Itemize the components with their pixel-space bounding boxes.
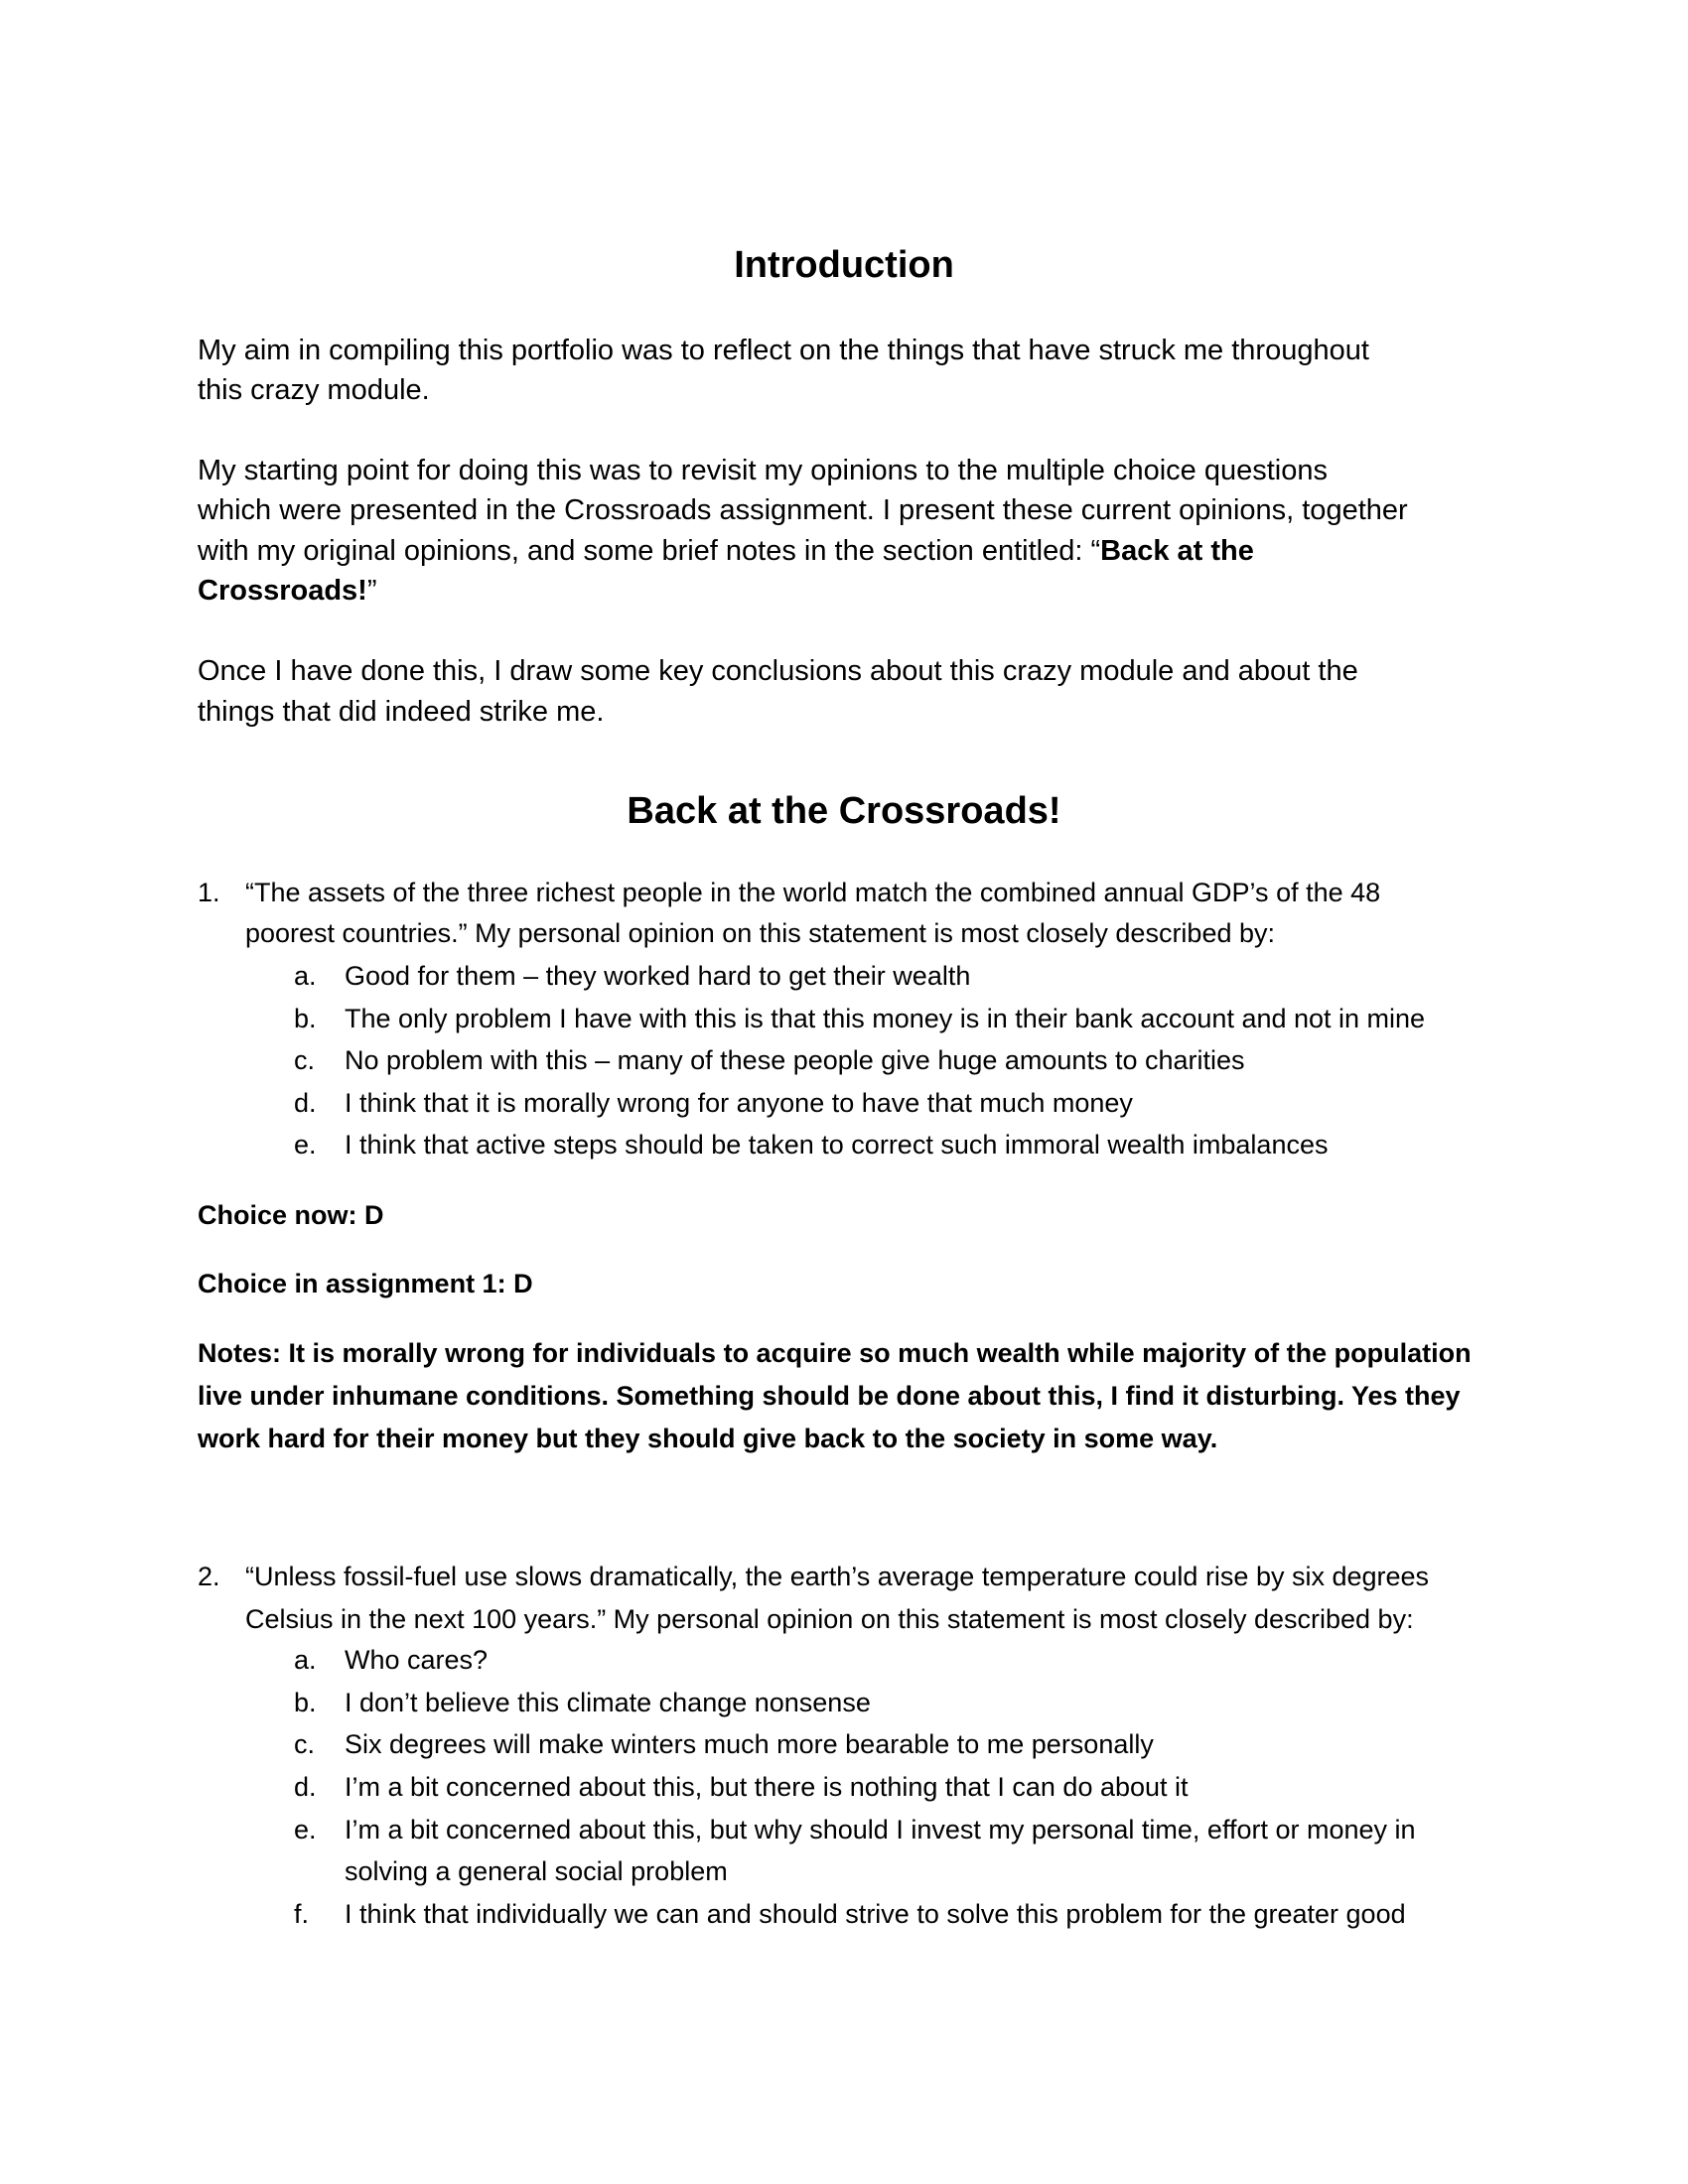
question-text-line: “The assets of the three richest people in the world match the combined annual GDP’s of the 48	[245, 878, 1381, 907]
option-letter: c.	[294, 1729, 316, 1759]
choice-in-assignment: Choice in assignment 1: D	[198, 1269, 533, 1298]
option-letter: e.	[294, 1130, 317, 1160]
option-text: The only problem I have with this is that this money is in their bank account and not in mine	[345, 1004, 1426, 1033]
option-text: Good for them – they worked hard to get their wealth	[345, 961, 971, 991]
option-letter: e.	[294, 1815, 317, 1844]
question-text-line: “Unless fossil-fuel use slows dramatically, the earth’s average temperature could rise by six degrees	[245, 1562, 1430, 1591]
intro-paragraph-2-line: My starting point for doing this was to revisit my opinions to the multiple choice questions	[198, 455, 1328, 486]
text: with my original opinions, and some brief notes in the section entitled: “	[198, 535, 1101, 567]
intro-paragraph-3-line: Once I have done this, I draw some key conclusions about this crazy module and about the	[198, 655, 1358, 687]
heading-back-at-crossroads: Back at the Crossroads!	[627, 790, 1061, 832]
choice-now: Choice now: D	[198, 1200, 384, 1230]
option-text: I don’t believe this climate change nonsense	[345, 1688, 871, 1717]
option-letter: b.	[294, 1688, 317, 1717]
intro-paragraph-2-line: which were presented in the Crossroads assignment. I present these current opinions, together	[198, 494, 1408, 526]
question-number: 1.	[198, 878, 220, 907]
notes-line: Notes: It is morally wrong for individuals to acquire so much wealth while majority of the population	[198, 1338, 1472, 1368]
option-text: I think that individually we can and should strive to solve this problem for the greater good	[345, 1899, 1406, 1929]
intro-paragraph-1-line: this crazy module.	[198, 374, 430, 406]
option-text: Who cares?	[345, 1645, 489, 1675]
option-letter: a.	[294, 961, 317, 991]
option-letter: f.	[294, 1899, 310, 1929]
option-letter: a.	[294, 1645, 317, 1675]
intro-paragraph-3-line: things that did indeed strike me.	[198, 696, 605, 728]
option-text: No problem with this – many of these people give huge amounts to charities	[345, 1045, 1245, 1075]
intro-paragraph-2-line	[198, 571, 377, 611]
question-text-line: Celsius in the next 100 years.” My personal opinion on this statement is most closely described by:	[245, 1604, 1414, 1634]
option-text: I’m a bit concerned about this, but there is nothing that I can do about it	[345, 1772, 1189, 1802]
option-letter: c.	[294, 1045, 316, 1075]
option-letter: d.	[294, 1772, 317, 1802]
notes-line: live under inhumane conditions. Something should be done about this, I find it disturbing. Yes they	[198, 1381, 1461, 1411]
option-letter: d.	[294, 1088, 317, 1118]
section-reference: Crossroads!	[198, 575, 367, 607]
intro-paragraph-2-line	[198, 531, 1254, 571]
notes-line: work hard for their money but they should give back to the society in some way.	[198, 1424, 1218, 1453]
option-text: I think that active steps should be taken to correct such immoral wealth imbalances	[345, 1130, 1329, 1160]
intro-paragraph-1-line: My aim in compiling this portfolio was to reflect on the things that have struck me throughout	[198, 335, 1369, 366]
option-text: Six degrees will make winters much more bearable to me personally	[345, 1729, 1154, 1759]
option-text: I think that it is morally wrong for anyone to have that much money	[345, 1088, 1133, 1118]
text: ”	[366, 575, 377, 607]
option-text: solving a general social problem	[345, 1856, 728, 1886]
question-text-line: poorest countries.” My personal opinion on this statement is most closely described by:	[245, 918, 1275, 948]
option-text: I’m a bit concerned about this, but why should I invest my personal time, effort or money in	[345, 1815, 1416, 1844]
option-letter: b.	[294, 1004, 317, 1033]
section-reference: Back at the	[1100, 535, 1254, 567]
question-number: 2.	[198, 1562, 220, 1591]
heading-introduction: Introduction	[734, 244, 954, 286]
